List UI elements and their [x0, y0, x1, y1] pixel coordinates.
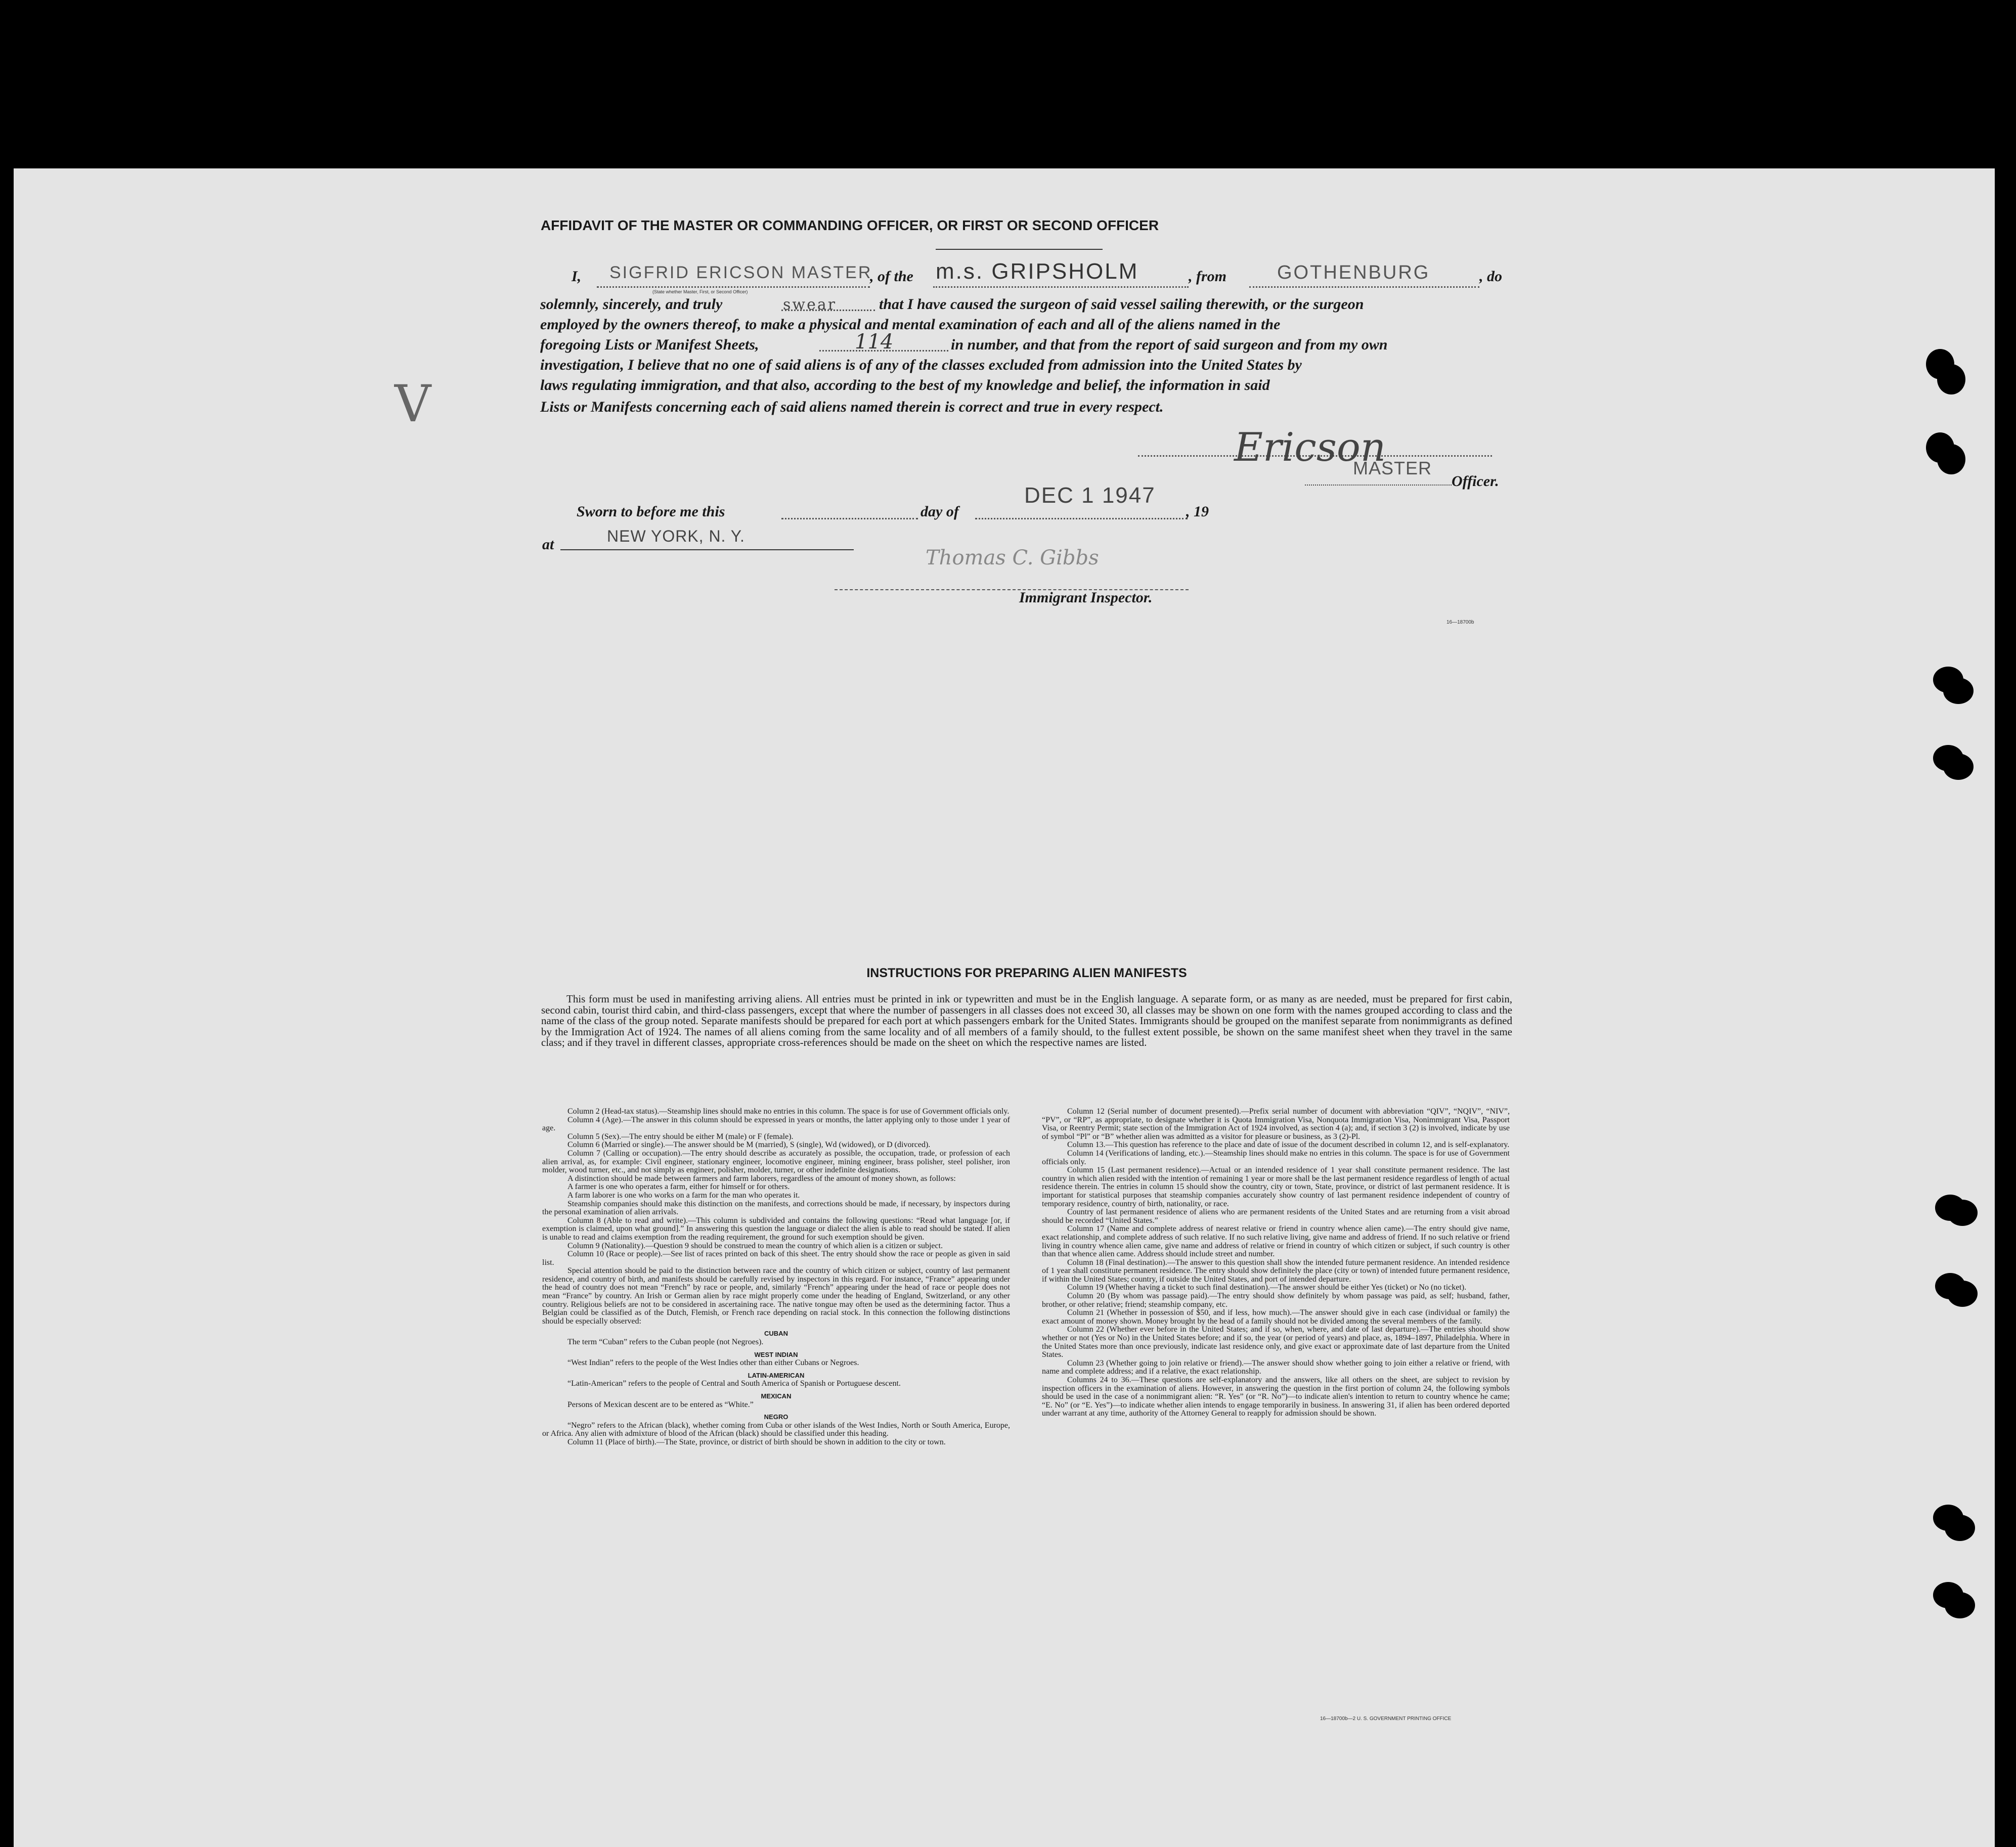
- definition-text: “Latin-American” refers to the people of Central and South America of Spanish or Portuguese descent.: [567, 1379, 901, 1388]
- definition-text: “West Indian” refers to the people of the West Indies other than either Cubans or Negroes.: [567, 1358, 859, 1368]
- at-label: at: [542, 536, 554, 553]
- left-paragraph: Column 2 (Head-tax status).—Steamship lines should make no entries in this column. The space is for use of Government officials only.: [567, 1107, 1010, 1116]
- definition-text: The term “Cuban” refers to the Cuban people (not Negroes).: [567, 1338, 764, 1347]
- right-paragraph: Country of last permanent residence of aliens who are permanent residents of the United States and are returning from a visit abroad should be recorded “United States.”: [1042, 1208, 1510, 1225]
- binder-hole: [1947, 1281, 1978, 1307]
- instructions-intro: [541, 994, 1512, 1048]
- left-paragraph: Special attention should be paid to the distinction between race and the country of which citizen or subject, country of last permanent residence, and country of birth, and manifests should be carefully revised by inspectors in this regard. For instance, “France” appearing under the head of country does not mean “French” by race or people, and, similarly “French” appearing under the head of race or people does not mean “France” by country. An Irish or German alien by race might properly come under the heading of England, Switzerland, or any other country. Religious beliefs are not to be considered in ascertaining race. The native tongue may often be used as the determining factor. Thus a Belgian could be classified as of the Dutch, Flemish, or French race depending on racial stock. In this connection the following distinctions should be especially observed:: [542, 1266, 1010, 1326]
- right-paragraph: Column 18 (Final destination).—The answer to this question shall show the intended future permanent residence. An intended residence of 1 year shall constitute permanent residence. The entry should show definitely the place (city or town) of intended future permanent residence, if within the United States; country, if outside the United States, and port of intended departure.: [1042, 1258, 1510, 1284]
- left-paragraph: Column 5 (Sex).—The entry should be either M (male) or F (female).: [567, 1132, 794, 1141]
- left-paragraph: Column 11 (Place of birth).—The State, province, or district of birth should be shown in addition to the city or town.: [567, 1437, 946, 1446]
- affidavit-line-4a: foregoing Lists or Manifest Sheets,: [540, 336, 759, 353]
- left-paragraph: A farm laborer is one who works on a farm for the man who operates it.: [567, 1191, 800, 1200]
- definition-heading: MEXICAN: [761, 1392, 792, 1400]
- binder-hole: [1945, 1515, 1975, 1541]
- right-paragraph: Column 20 (By whom was passage paid).—The entry should show definitely by whom passage was paid, as self; husband, father, brother, or other relative; friend; steamship company, etc.: [1042, 1292, 1510, 1309]
- name-caption: (State whether Master, First, or Second Officer): [652, 289, 748, 294]
- affidavit-line-3: employed by the owners thereof, to make a physical and mental examination of each and all of the aliens named in the: [540, 316, 1281, 333]
- definition-text: “Negro” refers to the African (black), whether coming from Cuba or other islands of the West Indies, North or South America, Europe, or Africa. Any alien with admixture of blood of the African (black) should be classified under this heading.: [542, 1421, 1010, 1438]
- binder-hole: [1947, 1200, 1978, 1226]
- definition-text: Persons of Mexican descent are to be entered as “White.”: [567, 1400, 754, 1409]
- margin-check-mark: V: [395, 374, 431, 433]
- right-paragraph: Column 14 (Verifications of landing, etc.).—Steamship lines should make no entries in this column. The space is for use of Government officials only.: [1042, 1149, 1510, 1166]
- affidavit-line-4b: in number, and that from the report of said surgeon and from my own: [951, 336, 1388, 353]
- affidavit-title: AFFIDAVIT OF THE MASTER OR COMMANDING OFFICER, OR FIRST OR SECOND OFFICER: [540, 217, 1159, 233]
- inspector-signature: Thomas C. Gibbs: [926, 546, 1099, 569]
- right-paragraph: Column 22 (Whether ever before in the United States; and if so, when, where, and date of last departure).—The entries should show whether or not (Yes or No) in the United States before; and if so, the year (or period of years) and place, as, 1894–1897, Philadelphia. Where in the United States more than once previously, indicate last residence only, and give exact or approximate date of last departure from the United States.: [1042, 1325, 1510, 1359]
- affidavit-line-2a: solemnly, sincerely, and truly: [540, 296, 723, 313]
- intro-paragraph: This form must be used in manifesting arriving aliens. All entries must be printed in ink or typewritten and must be in the English language. A separate form, or as many as are needed, must be prepared for first cabin, second cabin, tourist third cabin, and third-class passengers, except that where the number of passengers in all classes does not exceed 30, all classes may be shown on one form with the names grouped according to class and the name of the class of the group noted. Separate manifests should be prepared for each port at which passengers embark for the United States. Immigrants should be grouped on the manifest separate from nonimmigrants as defined by the Immigration Act of 1924. The names of all aliens coming from the same locality and of all members of a family should, to the fullest extent possible, be shown on the same manifest sheet when they travel in the same class; and if they travel in different classes, appropriate cross-references should be made on the sheet on which the respective names are listed.: [541, 993, 1512, 1049]
- definition-heading: LATIN-AMERICAN: [748, 1371, 805, 1379]
- affidavit-line-2b: that I have caused the surgeon of said vessel sailing therewith, or the surgeon: [879, 296, 1364, 313]
- binder-hole: [1937, 444, 1965, 474]
- do-label: , do: [1479, 268, 1502, 285]
- instructions-right-column: [1042, 1108, 1510, 1418]
- left-paragraph: Column 10 (Race or people).—See list of races printed on back of this sheet. The entry should show the race or people as given in said list.: [542, 1250, 1010, 1267]
- date-stamp: DEC 1 1947: [1024, 483, 1156, 508]
- right-paragraph: Columns 24 to 36.—These questions are self-explanatory and the answers, like all others on the sheet, are subject to revision by inspection officers in the examination of aliens. However, in answering the question in the first portion of column 24, the following symbols should be used in the case of a nonimmigrant alien: “R. Yes” (or “R. No”)—to indicate alien's intention to return to country whence he came; “E. No” (or “E. Yes”)—to indicate whether alien intends to engage temporarily in business. In answering 31, if alien has been ordered deported under warrant at any time, authority of the Attorney General to reapply for admission should be shown.: [1042, 1376, 1510, 1418]
- master-stamp: MASTER: [1353, 458, 1432, 478]
- inspector-label: Immigrant Inspector.: [1019, 589, 1153, 606]
- nineteen-label: , 19: [1186, 503, 1209, 520]
- definition-heading: NEGRO: [764, 1413, 788, 1421]
- affidavit-line-7: Lists or Manifests concerning each of said aliens named therein is correct and true in every respect.: [540, 399, 1164, 415]
- binder-hole: [1943, 754, 1974, 780]
- day-of-label: day of: [921, 503, 959, 520]
- officer-label: Officer.: [1452, 473, 1499, 490]
- sworn-label: Sworn to before me this: [577, 503, 725, 520]
- right-paragraph: Column 15 (Last permanent residence).—Actual or an intended residence of 1 year shall constitute permanent residence. The last country in which alien resided with the intention of remaining 1 year or more shall be the last permanent residence regardless of length of actual residence therein. The entries in column 15 should show the country, city or town, State, province, or district of last permanent residence. It is important for statistical purposes that steamship companies accurately show country of last permanent residence independent of country of temporary residence, country of birth, nationality, or race.: [1042, 1166, 1510, 1208]
- affidavit-line-6: laws regulating immigration, and that also, according to the best of my knowledge and belief, the information in said: [540, 377, 1270, 393]
- instructions-left-column: [542, 1108, 1010, 1447]
- of-the-label: , of the: [870, 268, 913, 285]
- right-paragraph: Column 13.—This question has reference to the place and date of issue of the document described in column 12, and is self-explanatory.: [1067, 1140, 1510, 1150]
- affidavit-i: I,: [572, 268, 582, 285]
- left-paragraph: Column 7 (Calling or occupation).—The entry should describe as accurately as possible, the occupation, trade, or profession of each alien arrival, as, for example: Civil engineer, stationary engineer, locomotive engineer, mining engineer, brass polisher, steel polisher, iron molder, wood turner, etc., and not simply as engineer, polisher, molder, turner, or other indefinite designations.: [542, 1149, 1010, 1175]
- definition-heading: CUBAN: [764, 1330, 788, 1338]
- printing-office-footer: 16—18700b—2 U. S. GOVERNMENT PRINTING OFFICE: [1320, 1716, 1452, 1722]
- left-paragraph: Column 6 (Married or single).—The answer should be M (married), S (single), Wd (widowed), or D (divorced).: [567, 1140, 931, 1150]
- alien-count: 114: [855, 330, 894, 354]
- title-rule: [936, 249, 1103, 250]
- instructions-title: INSTRUCTIONS FOR PREPARING ALIEN MANIFESTS: [866, 966, 1187, 980]
- swear-stamp: swear: [783, 296, 837, 314]
- left-paragraph: Steamship companies should make this distinction on the manifests, and corrections should be made, if necessary, by inspectors during the personal examination of alien arrivals.: [542, 1199, 1010, 1217]
- binder-hole: [1937, 364, 1965, 394]
- master-name-stamp: SIGFRID ERICSON MASTER: [609, 263, 872, 282]
- port-stamp: GOTHENBURG: [1277, 262, 1430, 283]
- left-paragraph: Column 8 (Able to read and write).—This column is subdivided and contains the following questions: “Read what language [or, if exemption is claimed, upon what ground].” In answering this question the language or dialect the alien is able to read should be stated. If alien is unable to read and claims exemption from the reading requirement, the ground for such exemption should be given.: [542, 1216, 1010, 1242]
- right-paragraph: Column 17 (Name and complete address of nearest relative or friend in country whence alien came).—The entry should give name, exact relationship, and complete address of such relative. If no such relative living, give name and address of friend. If no such relative or friend living in country whence alien came, give name and address of relative or friend in country of which citizen or subject, if such country is other than that whence alien came. Address should include street and number.: [1042, 1224, 1510, 1259]
- right-paragraph: Column 12 (Serial number of document presented).—Prefix serial number of document with abbreviation “QIV”, “NQIV”, “NIV”, “PV”, or “RP”, as appropriate, to designate whether it is Quota Immigration Visa, Nonquota Immigration Visa, Nonimmigrant Visa, Passport Visa, or Reentry Permit; state section of the Immigration Act of 1924 involved, as section 4 (a); and, if section 3 (2) is involved, indicate by use of symbol “Pl” or “B” whether alien was admitted as a visitor for pleasure or business, as 3 (2)-Pl.: [1042, 1107, 1510, 1141]
- left-paragraph: Column 9 (Nationality).—Question 9 should be construed to mean the country of which alien is a citizen or subject.: [567, 1241, 943, 1250]
- left-paragraph: A distinction should be made between farmers and farm laborers, regardless of the amount of money shown, as follows:: [567, 1174, 956, 1183]
- binder-hole: [1945, 1592, 1975, 1618]
- right-paragraph: Column 23 (Whether going to join relative or friend).—The answer should show whether going to join either a relative or friend, with name and complete address; and if a relative, the exact relationship.: [1042, 1358, 1510, 1376]
- master-signature: Ericson: [1234, 425, 1386, 470]
- form-number: 16—18700b: [1447, 620, 1474, 625]
- from-label: , from: [1189, 268, 1226, 285]
- binder-hole: [1943, 678, 1974, 704]
- definition-heading: WEST INDIAN: [754, 1350, 798, 1358]
- right-paragraph: Column 19 (Whether having a ticket to such final destination).—The answer should be either Yes (ticket) or No (no ticket).: [1067, 1283, 1467, 1292]
- right-paragraph: Column 21 (Whether in possession of $50, and if less, how much).—The answer should give in each case (individual or family) the exact amount of money shown. Money brought by the head of a family should not be divided among the several members of the family.: [1042, 1308, 1510, 1326]
- vessel-stamp: m.s. GRIPSHOLM: [936, 259, 1139, 284]
- left-paragraph: A farmer is one who operates a farm, either for himself or for others.: [567, 1182, 790, 1192]
- affidavit-line-5: investigation, I believe that no one of said aliens is of any of the classes excluded from admission into the United States by: [540, 357, 1302, 373]
- left-paragraph: Column 4 (Age).—The answer in this column should be expressed in years or months, the latter applying only to those under 1 year of age.: [542, 1115, 1010, 1133]
- place-stamp: NEW YORK, N. Y.: [607, 527, 745, 545]
